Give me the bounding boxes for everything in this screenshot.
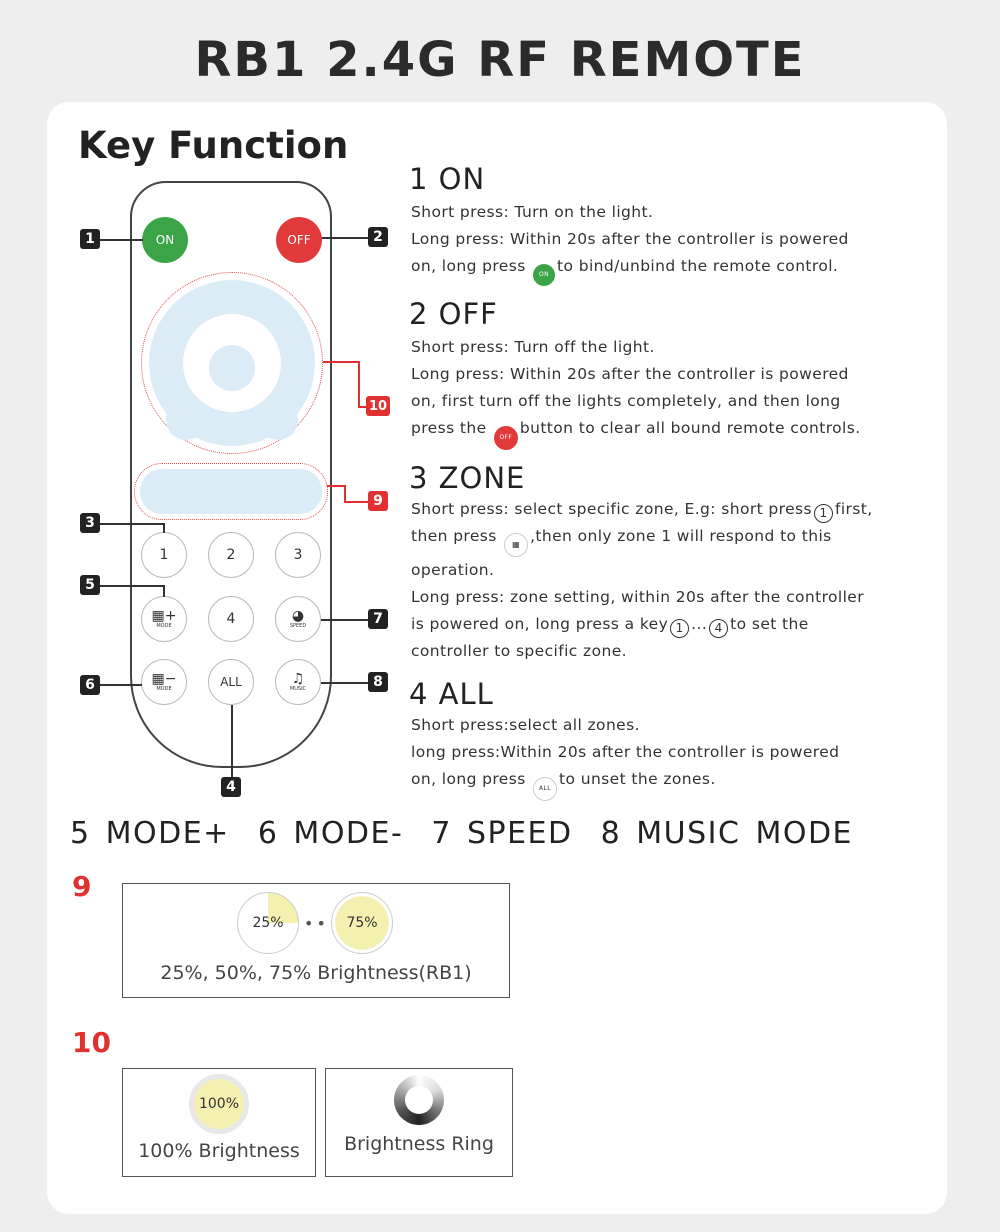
wheel-center [209, 345, 255, 391]
callout-8: 8 [368, 672, 388, 692]
callout-3: 3 [80, 513, 100, 533]
figure-9-label: 9 [72, 870, 92, 903]
section-off-line: on, first turn off the lights completely, and then long [411, 392, 841, 410]
wheel-lobe-right [258, 400, 298, 440]
brightness-75-label: 75% [346, 915, 378, 931]
callout-line-3a [100, 523, 164, 525]
mode-minus-label: MODE [156, 686, 172, 692]
text: on, long press [411, 257, 526, 275]
callout-line-8 [321, 682, 368, 684]
text: is powered on, long press a key [411, 615, 669, 633]
callout-7: 7 [368, 609, 388, 629]
section-all-line: Short press:select all zones. [411, 716, 640, 734]
dots-separator: •• [304, 914, 329, 933]
text: button to clear all bound remote controls. [519, 419, 861, 437]
mode-plus-icon: ▦+ [151, 608, 177, 624]
wheel-lobe-left [166, 400, 206, 440]
section-zone-line [411, 523, 971, 557]
music-note-icon: ♫ [291, 671, 305, 687]
section-all-body [411, 712, 971, 801]
text: to bind/unbind the remote control. [557, 257, 839, 275]
circled-number: 1 [670, 619, 689, 638]
section-zone-line [411, 611, 971, 638]
section-zone-line: Long press: zone setting, within 20s after the controller [411, 588, 865, 606]
callout-line-5b [163, 585, 165, 597]
off-icon: OFF [494, 426, 518, 450]
section-off-heading: 2 OFF [409, 297, 498, 331]
music-mode-label: 8 MUSIC MODE [600, 816, 854, 851]
callout-line-10a [323, 361, 359, 363]
key-function-title: Key Function [78, 124, 349, 167]
callout-line-1 [100, 239, 143, 241]
on-button: ON [142, 217, 188, 263]
zone-4-button [208, 596, 254, 642]
text: then press [411, 527, 497, 545]
zone-4-label: 4 [226, 611, 236, 627]
section-zone-body [411, 496, 971, 665]
text: Short press: select specific zone, E.g: short press [411, 500, 812, 518]
section-off-line: Short press: Turn off the light. [411, 338, 655, 356]
circled-number: 1 [814, 504, 833, 523]
on-icon: ON [533, 264, 555, 286]
callout-line-7 [321, 619, 368, 621]
text: to unset the zones. [559, 770, 716, 788]
mode-plus-label: 5 MODE+ [70, 816, 230, 851]
figure-9-caption: 25%, 50%, 75% Brightness(RB1) [160, 962, 472, 984]
all-label: ALL [220, 675, 242, 689]
ring-hole [405, 1086, 433, 1114]
text: ... [691, 615, 708, 633]
section-zone-line: operation. [411, 561, 495, 579]
section-zone-heading: 3 ZONE [409, 461, 526, 495]
all-button [208, 659, 254, 705]
figure-10-caption-2: Brightness Ring [344, 1133, 494, 1155]
music-button [275, 659, 321, 705]
brightness-100-label: 100% [198, 1096, 240, 1112]
modes-row [70, 816, 881, 851]
circled-number: 4 [709, 619, 728, 638]
mode-plus-label: MODE [156, 623, 172, 629]
section-on-line [411, 253, 951, 286]
text: press the [411, 419, 487, 437]
callout-line-3b [163, 523, 165, 533]
brightness-25-label: 25% [252, 915, 284, 931]
zone-3-label: 3 [293, 547, 303, 563]
mode-plus-button [141, 596, 187, 642]
brightness-bar [140, 469, 322, 514]
callout-1: 1 [80, 229, 100, 249]
section-zone-line: controller to specific zone. [411, 642, 627, 660]
callout-4: 4 [221, 777, 241, 797]
brightness-75-circle [331, 892, 393, 954]
callout-10: 10 [366, 396, 390, 416]
section-off-line [411, 415, 971, 450]
mode-minus-icon: ▦− [151, 671, 177, 687]
speed-label: SPEED [289, 623, 307, 629]
page-title: RB1 2.4G RF REMOTE [194, 32, 806, 88]
brightness-100-circle [189, 1074, 249, 1134]
callout-5: 5 [80, 575, 100, 595]
mode-minus-button [141, 659, 187, 705]
callout-line-9a [327, 485, 345, 487]
section-all-heading: 4 ALL [409, 677, 494, 711]
section-on-heading: 1 ON [409, 162, 486, 196]
brightness-ring-icon [394, 1075, 444, 1125]
callout-line-6 [100, 684, 142, 686]
section-all-line: long press:Within 20s after the controller is powered [411, 743, 840, 761]
callout-9: 9 [368, 491, 388, 511]
callout-line-5a [100, 585, 164, 587]
speed-button [275, 596, 321, 642]
text: first, [834, 500, 873, 518]
callout-2: 2 [368, 227, 388, 247]
callout-line-9b [344, 485, 346, 502]
callout-6: 6 [80, 675, 100, 695]
brightness-25-circle [237, 892, 299, 954]
mode-minus-label: 6 MODE- [257, 816, 404, 851]
section-all-line [411, 766, 971, 801]
section-on-body [411, 199, 951, 286]
callout-line-2 [322, 237, 368, 239]
figure-10-caption-1: 100% Brightness [138, 1140, 300, 1162]
zone-3-button [275, 532, 321, 578]
zone-1-label: 1 [159, 547, 169, 563]
section-zone-line [411, 496, 971, 523]
text: on, long press [411, 770, 526, 788]
callout-line-10b [358, 361, 360, 407]
section-off-line: Long press: Within 20s after the controller is powered [411, 365, 849, 383]
section-on-line: Short press: Turn on the light. [411, 203, 654, 221]
zone-2-label: 2 [226, 547, 236, 563]
figure-10-label: 10 [72, 1026, 111, 1059]
mode-icon: ▦ [504, 533, 528, 557]
zone-2-button [208, 532, 254, 578]
section-on-line: Long press: Within 20s after the controller is powered [411, 230, 849, 248]
off-button: OFF [276, 217, 322, 263]
music-label: MUSIC [289, 686, 307, 692]
text: to set the [730, 615, 809, 633]
callout-line-9c [344, 501, 368, 503]
callout-line-4 [231, 705, 233, 777]
speed-label: 7 SPEED [431, 816, 573, 851]
zone-1-button [141, 532, 187, 578]
speed-icon: ◕ [291, 608, 305, 624]
text: ,then only zone 1 will respond to this [530, 527, 832, 545]
all-icon: ALL [533, 777, 557, 801]
section-off-body [411, 334, 971, 450]
